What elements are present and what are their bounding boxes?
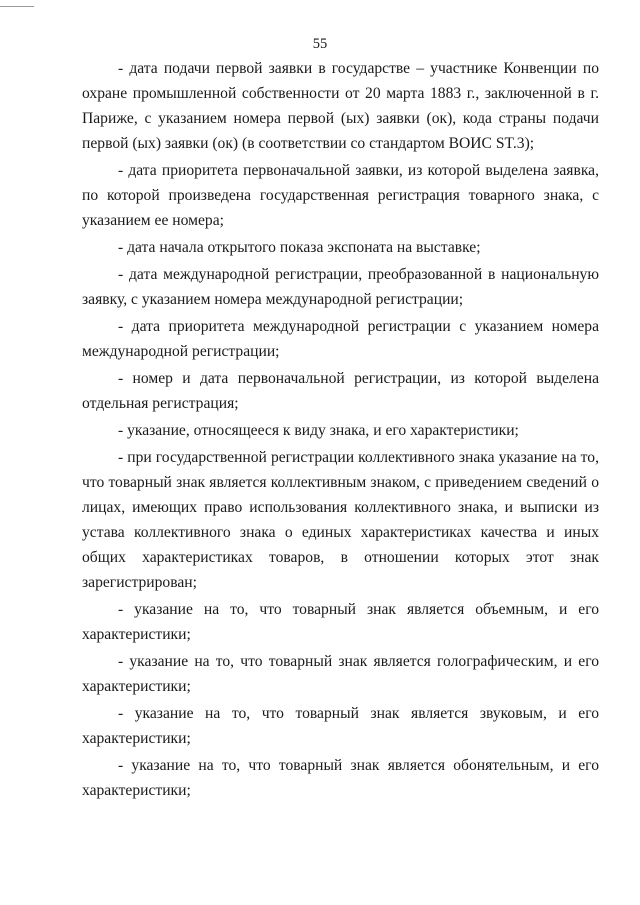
paragraph-three-dimensional-mark: - указание на то, что товарный знак является объемным, и его характеристики; xyxy=(82,601,599,643)
paragraph-international-registration-date: - дата международной регистрации, преобразованной в национальную заявку, с указанием номера международной регистрации; xyxy=(82,266,599,308)
paragraph-international-priority-date: - дата приоритета международной регистрации с указанием номера международной регистрации; xyxy=(82,318,599,360)
paragraph-sound-mark: - указание на то, что товарный знак является звуковым, и его характеристики; xyxy=(82,705,599,747)
page-number: 55 xyxy=(312,36,328,52)
paragraph-mark-type: - указание, относящееся к виду знака, и его характеристики; xyxy=(118,422,519,439)
paragraph-olfactory-mark: - указание на то, что товарный знак является обонятельным, и его характеристики; xyxy=(82,757,599,799)
paragraph-collective-mark: - при государственной регистрации коллективного знака указание на то, что товарный знак является коллективным знаком, с приведением сведений о лицах, имеющих право использования коллективного знака, и выписки из устава коллективного знака о единых характеристиках качества и иных общих характеристиках товаров, в отношении которых этот знак зарегистрирован; xyxy=(82,449,599,591)
paragraph-initial-registration-number: - номер и дата первоначальной регистрации, из которой выделена отдельная регистрация; xyxy=(82,370,599,412)
scan-edge-mark xyxy=(0,6,34,7)
paragraph-exhibition-date: - дата начала открытого показа экспоната на выставке; xyxy=(118,239,481,256)
document-body xyxy=(82,56,599,803)
paragraph-holographic-mark: - указание на то, что товарный знак является голографическим, и его характеристики; xyxy=(82,653,599,695)
paragraph-initial-application-priority: - дата приоритета первоначальной заявки, из которой выделена заявка, по которой произведена государственная регистрация товарного знака, с указанием ее номера; xyxy=(82,162,599,229)
paragraph-first-filing-date: - дата подачи первой заявки в государстве – участнике Конвенции по охране промышленной собственности от 20 марта 1883 г., заключенной в г. Париже, с указанием номера первой (ых) заявки (ок), кода страны подачи первой (ых) заявки (ок) (в соответствии со стандартом ВОИС ST.3); xyxy=(82,60,599,152)
